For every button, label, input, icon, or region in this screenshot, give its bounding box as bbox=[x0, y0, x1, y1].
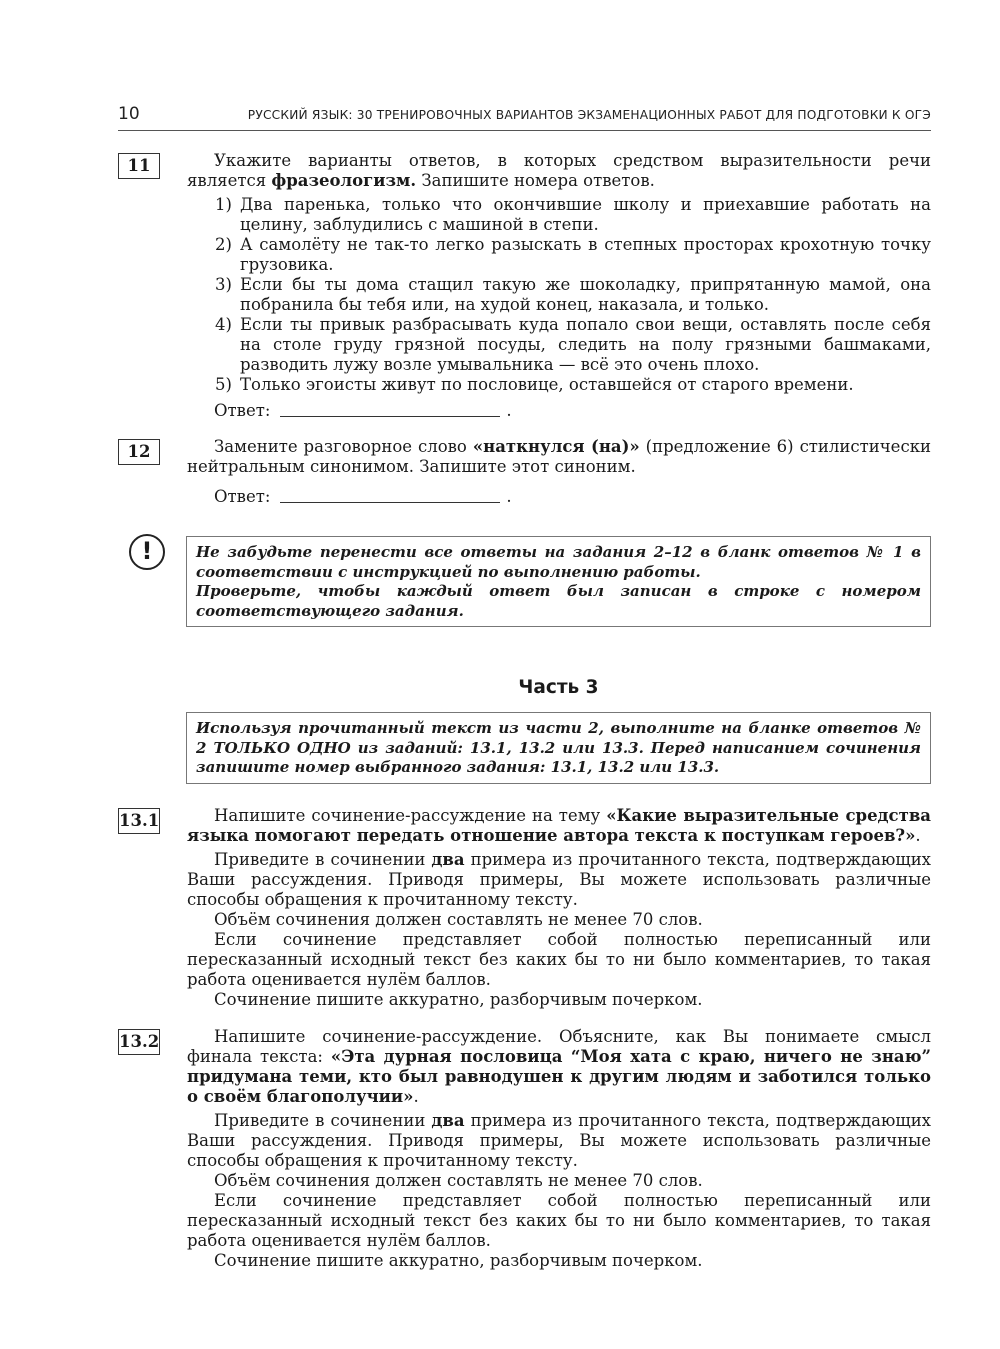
task-number-box: 12 bbox=[118, 439, 160, 465]
answer-line[interactable]: Ответ: . bbox=[214, 487, 512, 506]
task-13-2 bbox=[187, 1027, 931, 1271]
answer-label: Ответ: bbox=[214, 401, 271, 420]
answer-blank[interactable] bbox=[280, 501, 500, 503]
task-paragraph: Приведите в сочинении два примера из прочитанного текста, подтверждающих Ваши рассуждения. Приводя примеры, Вы можете использовать различные способы обращения к прочитанному тексту. bbox=[187, 850, 931, 909]
book-title: РУССКИЙ ЯЗЫК: 30 ТРЕНИРОВОЧНЫХ ВАРИАНТОВ ЭКЗАМЕНАЦИОННЫХ РАБОТ ДЛЯ ПОДГОТОВКИ К ОГЭ bbox=[247, 108, 931, 122]
option-item: 1) Два паренька, только что окончившие школу и приехавшие работать на целину, заблудились с машиной в степи. bbox=[215, 195, 931, 234]
option-item: 4) Если ты привык разбрасывать куда попало свои вещи, оставлять после себя на столе груду грязной посуды, следить на полу грязными башмаками, разводить лужу возле умывальника — всё это очень плохо. bbox=[215, 315, 931, 374]
part-instruction: Используя прочитанный текст из части 2, выполните на бланке ответов № 2 ТОЛЬКО ОДНО из заданий: 13.1, 13.2 или 13.3. Перед написанием сочинения запишите номер выбранного задания: 13.1, 13.2 или 13.3. bbox=[196, 719, 921, 776]
task-number-box: 11 bbox=[118, 153, 160, 179]
notice-text: Проверьте, чтобы каждый ответ был записан в строке с номером соответствующего задания. bbox=[196, 582, 921, 620]
task-paragraph: Сочинение пишите аккуратно, разборчивым почерком. bbox=[214, 990, 703, 1009]
task-number-box: 13.1 bbox=[118, 808, 160, 834]
task-prompt: Укажите варианты ответов, в которых средством выразительности речи является фразеологизм. Запишите номера ответов. bbox=[187, 151, 931, 190]
page-number: 10 bbox=[118, 104, 140, 124]
task-12 bbox=[187, 437, 931, 507]
option-item: 3) Если бы ты дома стащил такую же шоколадку, припрятанную мамой, она побранила бы тебя или, на худой конец, наказала, и только. bbox=[215, 275, 931, 314]
part-title: Часть 3 bbox=[518, 677, 599, 698]
part-instruction-box bbox=[186, 712, 931, 784]
answer-label: Ответ: bbox=[214, 487, 271, 506]
task-number-box: 13.2 bbox=[118, 1029, 160, 1055]
task-paragraph: Объём сочинения должен составлять не менее 70 слов. bbox=[214, 1171, 703, 1190]
answer-options bbox=[187, 195, 931, 395]
option-item: 2) А самолёту не так-то легко разыскать в степных просторах крохотную точку грузовика. bbox=[215, 235, 931, 274]
task-paragraph: Приведите в сочинении два примера из прочитанного текста, подтверждающих Ваши рассуждения. Приводя примеры, Вы можете использовать различные способы обращения к прочитанному тексту. bbox=[187, 1111, 931, 1170]
task-paragraph: Объём сочинения должен составлять не менее 70 слов. bbox=[214, 910, 703, 929]
running-header bbox=[118, 104, 931, 125]
task-paragraph: Если сочинение представляет собой полностью переписанный или пересказанный исходный текст без каких бы то ни было комментариев, то такая работа оценивается нулём баллов. bbox=[187, 930, 931, 989]
task-paragraph: Если сочинение представляет собой полностью переписанный или пересказанный исходный текст без каких бы то ни было комментариев, то такая работа оценивается нулём баллов. bbox=[187, 1191, 931, 1250]
task-paragraph: Сочинение пишите аккуратно, разборчивым почерком. bbox=[214, 1251, 703, 1270]
exclamation-circle-icon: ! bbox=[129, 534, 165, 570]
header-rule bbox=[118, 130, 931, 131]
answer-line[interactable]: Ответ: . bbox=[214, 401, 512, 420]
notice-box bbox=[186, 536, 931, 627]
notice-text: Не забудьте перенести все ответы на задания 2–12 в бланк ответов № 1 в соответствии с инструкцией по выполнению работы. bbox=[196, 543, 921, 581]
task-13-1 bbox=[187, 806, 931, 1010]
task-prompt: Замените разговорное слово «наткнулся (на)» (предложение 6) стилистически нейтральным синонимом. Запишите этот синоним. bbox=[187, 437, 931, 476]
answer-blank[interactable] bbox=[280, 415, 500, 417]
task-prompt: Напишите сочинение-рассуждение. Объясните, как Вы понимаете смысл финала текста: «Эта дурная пословица “Моя хата с краю, ничего не знаю” придумана теми, кто был равнодушен к другим людям и заботился только о своём благополучии». bbox=[187, 1027, 931, 1106]
task-prompt: Напишите сочинение-рассуждение на тему «Какие выразительные средства языка помогают передать отношение автора текста к поступкам героев?». bbox=[187, 806, 931, 845]
task-11 bbox=[187, 151, 931, 421]
option-item: 5) Только эгоисты живут по пословице, оставшейся от старого времени. bbox=[215, 375, 854, 394]
